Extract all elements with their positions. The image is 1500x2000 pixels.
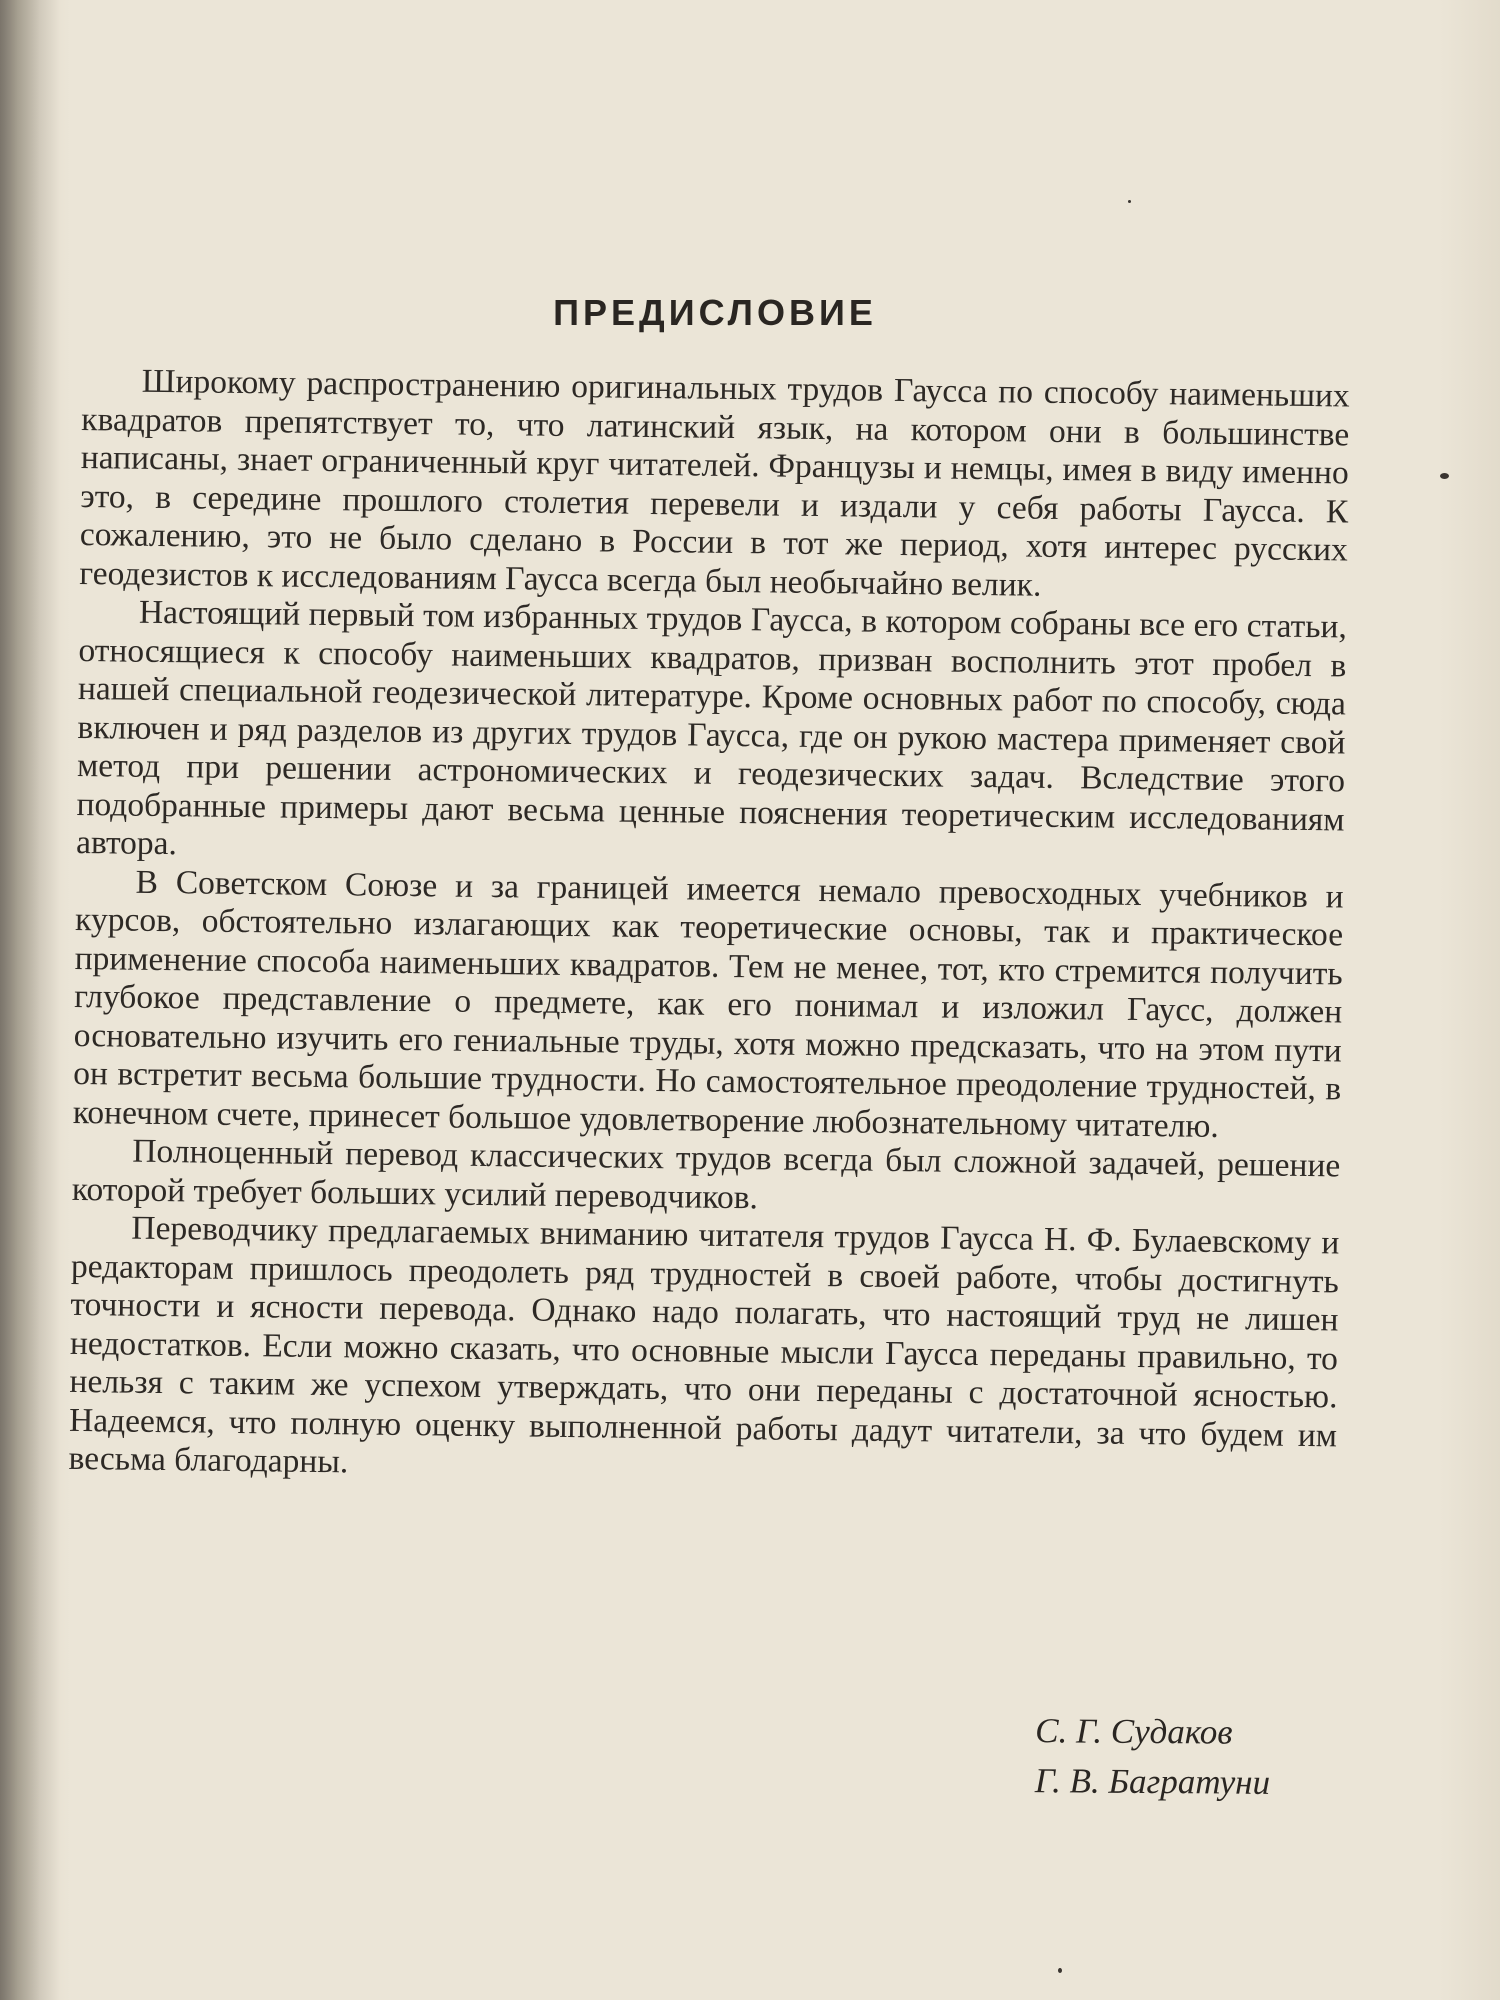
paragraph-5: Переводчику предлагаемых вниманию читателя трудов Гаусса Н. Ф. Булаевскому и редакторам пришлось преодолеть ряд трудностей в своей работе, чтобы достигнуть точности и ясности перевода. Однако надо полагать, что настоящий труд не лишен недостатков. Если можно сказать, что основные мысли Гаусса переданы правильно, то нельзя с таким же успехом утверждать, что они переданы с достаточной ясностью. Надеемся, что полную оценку выполненной работы дадут читатели, за что будем им весьма благодарны. [68, 1209, 1340, 1481]
paragraph-4: Полноценный перевод классических трудов всегда был сложной задачей, решение которой требует больших усилий переводчиков. [71, 1132, 1341, 1216]
paper-speck [1058, 1968, 1062, 1973]
signature-sudakov: С. Г. Судаков [1035, 1711, 1233, 1752]
paper-speck [1440, 473, 1449, 479]
paper-speck [1128, 200, 1131, 203]
signature-bagratuni: Г. В. Багратуни [1034, 1761, 1271, 1802]
page-title: ПРЕДИСЛОВИЕ [553, 292, 877, 333]
signature-block [1035, 1706, 1271, 1808]
paragraph-1: Широкому распространению оригинальных трудов Гаусса по способу наименьших квадратов препятствует то, что латинский язык, на котором они в большинстве написаны, знает ограниченный круг читателей. Французы и немцы, имея в виду именно это, в середине прошлого столетия перевели и издали у себя работы Гаусса. К сожалению, это не было сделано в России в тот же период, хотя интерес русских геодезистов к исследованиям Гаусса всегда был необычайно велик. [79, 362, 1350, 604]
paragraph-2: Настоящий первый том избранных трудов Гаусса, в котором собраны все его статьи, относящиеся к способу наименьших квадратов, призван восполнить этот пробел в нашей специальной геодезической литературе. Кроме основных работ по способу, сюда включен и ряд разделов из других трудов Гаусса, где он рукою мастера применяет свой метод при решении астрономических и геодезических задач. Вследствие этого подобранные примеры дают весьма ценные пояснения теоретическим исследованиям автора. [75, 593, 1348, 863]
preface-body [68, 362, 1350, 1494]
paragraph-3: В Советском Союзе и за границей имеется немало превосходных учебников и курсов, обстоятельно излагающих как теоретические основы, так и практическое применение способа наименьших квадратов. Тем не менее, тот, кто стремится получить глубокое представление о предмете, как его понимал и изложил Гаусс, должен основательно изучить его гениальные труды, хотя можно предсказать, что на этом пути он встретит весьма большие трудности. Но самостоятельное преодоление трудностей, в конечном счете, принесет большое удовлетворение любознательному читателю. [72, 863, 1344, 1145]
